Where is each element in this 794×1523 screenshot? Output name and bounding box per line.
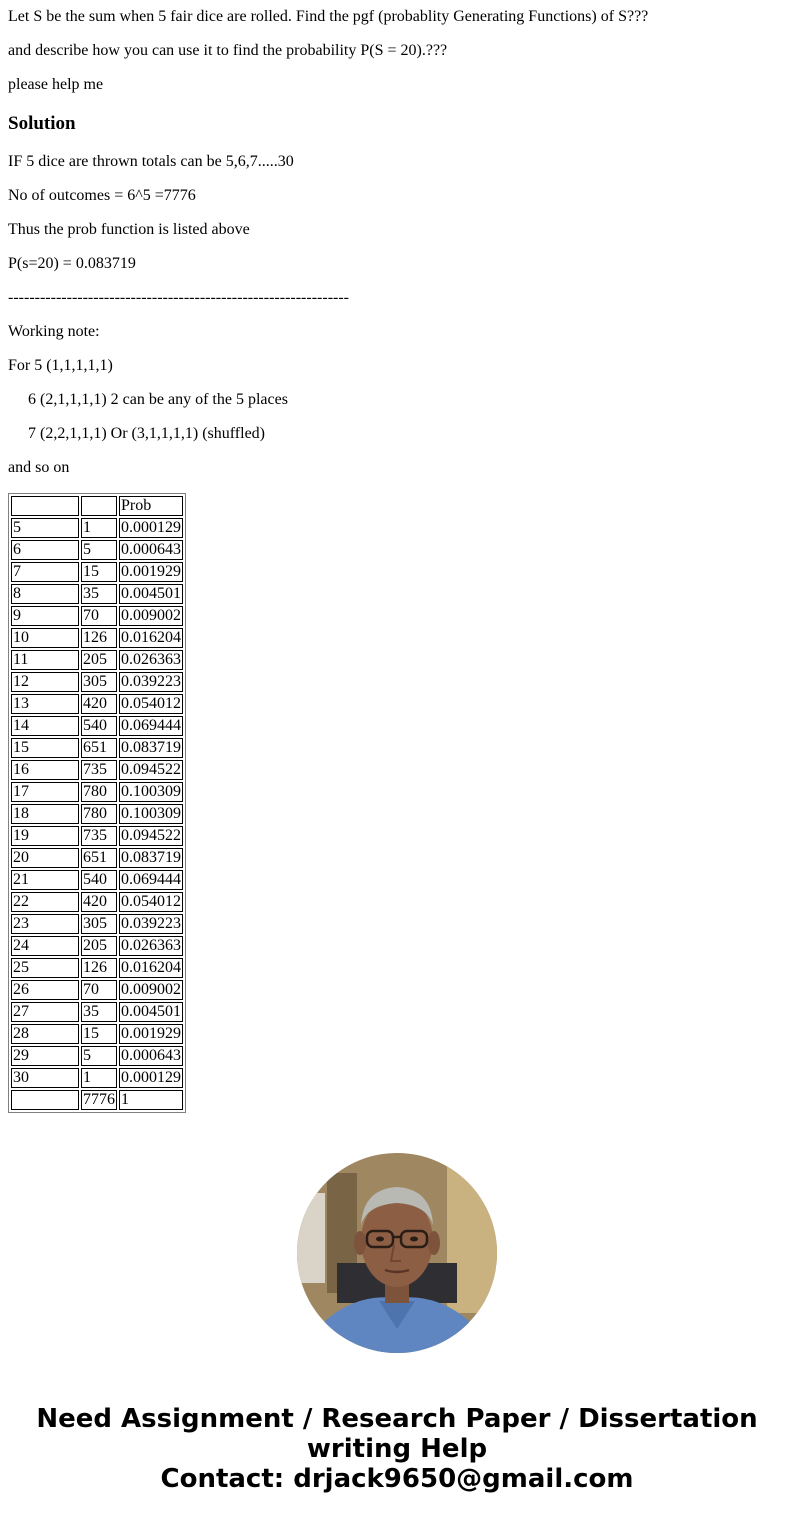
divider-line: ---------------------------------------------------------------- (8, 289, 349, 306)
table-cell: 780 (81, 782, 117, 802)
table-row (11, 606, 183, 626)
table-cell: 15 (11, 738, 79, 758)
table-cell: 0.001929 (121, 563, 181, 580)
table-cell: 0.004501 (121, 585, 181, 602)
table-cell: 0.000643 (121, 1047, 181, 1064)
table-row (11, 716, 183, 736)
table-cell: 0.100309 (121, 805, 181, 822)
table-row (11, 518, 183, 538)
table-cell: 15 (81, 562, 117, 582)
question-line-1: Let S be the sum when 5 fair dice are rolled. Find the pgf (probablity Generating Functions) of S??? (8, 8, 649, 25)
table-cell: 1 (81, 518, 117, 538)
table-cell: 18 (11, 804, 79, 824)
table-cell: 0.094522 (121, 761, 181, 778)
table-cell: 305 (81, 672, 117, 692)
table-cell: 0.000129 (121, 1069, 181, 1086)
table-cell: 21 (11, 870, 79, 890)
table-cell: 19 (11, 826, 79, 846)
table-cell: 22 (11, 892, 79, 912)
table-cell: 1 (81, 1068, 117, 1088)
table-row (11, 892, 183, 912)
table-cell: 651 (81, 738, 117, 758)
probability-table (8, 493, 186, 1113)
solution-line: P(s=20) = 0.083719 (8, 255, 136, 272)
table-cell: 35 (81, 584, 117, 604)
table-row (11, 1002, 183, 1022)
table-cell: 7 (11, 562, 79, 582)
table-cell: 26 (11, 980, 79, 1000)
table-cell: 0.026363 (121, 651, 181, 668)
table-total-cell: 1 (119, 1090, 183, 1110)
solution-line: No of outcomes = 6^5 =7776 (8, 187, 196, 204)
table-header-cell (11, 496, 79, 516)
table-row (11, 870, 183, 890)
table-cell: 6 (11, 540, 79, 560)
table-row (11, 826, 183, 846)
table-cell: 420 (81, 892, 117, 912)
table-cell: 735 (81, 826, 117, 846)
table-cell: 0.004501 (121, 1003, 181, 1020)
avatar (297, 1153, 497, 1353)
footer-contact: Contact: drjack9650@gmail.com (160, 1464, 634, 1494)
table-cell: 16 (11, 760, 79, 780)
table-cell: 5 (81, 540, 117, 560)
table-header-cell (81, 496, 117, 516)
person-photo-icon (297, 1153, 497, 1353)
question-line-3: please help me (8, 76, 104, 93)
table-cell: 0.100309 (121, 783, 181, 800)
table-row (11, 958, 183, 978)
table-row (11, 540, 183, 560)
table-row (11, 1068, 183, 1088)
table-cell: 70 (81, 606, 117, 626)
table-cell: 651 (81, 848, 117, 868)
table-header-cell: Prob (119, 496, 183, 516)
table-row (11, 760, 183, 780)
table-row (11, 936, 183, 956)
table-cell: 8 (11, 584, 79, 604)
solution-line: 7 (2,2,1,1,1) Or (3,1,1,1,1) (shuffled) (28, 425, 265, 442)
table-cell: 0.054012 (121, 893, 181, 910)
table-cell: 0.069444 (121, 717, 181, 734)
table-cell: 0.069444 (121, 871, 181, 888)
table-cell: 0.009002 (121, 981, 181, 998)
footer-line-2: writing Help (306, 1434, 488, 1464)
table-cell: 30 (11, 1068, 79, 1088)
table-cell: 0.039223 (121, 673, 181, 690)
table-row (11, 1024, 183, 1044)
solution-line: Working note: (8, 323, 100, 340)
table-cell: 24 (11, 936, 79, 956)
table-cell: 5 (81, 1046, 117, 1066)
table-cell: 12 (11, 672, 79, 692)
table-row (11, 672, 183, 692)
table-cell: 0.083719 (121, 849, 181, 866)
table-cell: 15 (81, 1024, 117, 1044)
table-row (11, 694, 183, 714)
table-total-cell (11, 1090, 79, 1110)
table-cell: 11 (11, 650, 79, 670)
table-cell: 23 (11, 914, 79, 934)
table-row (11, 782, 183, 802)
table-cell: 0.000643 (121, 541, 181, 558)
question-line-2: and describe how you can use it to find the probability P(S = 20).??? (8, 42, 448, 59)
table-cell: 0.026363 (121, 937, 181, 954)
table-cell: 27 (11, 1002, 79, 1022)
footer-banner (0, 1404, 794, 1494)
table-cell: 540 (81, 870, 117, 890)
table-cell: 205 (81, 936, 117, 956)
table-cell: 28 (11, 1024, 79, 1044)
table-cell: 29 (11, 1046, 79, 1066)
table-total-row (11, 1090, 183, 1110)
solution-line: IF 5 dice are thrown totals can be 5,6,7.....30 (8, 153, 294, 170)
table-cell: 25 (11, 958, 79, 978)
table-cell: 70 (81, 980, 117, 1000)
solution-line: For 5 (1,1,1,1,1) (8, 357, 113, 374)
table-cell: 10 (11, 628, 79, 648)
table-cell: 540 (81, 716, 117, 736)
table-row (11, 848, 183, 868)
table-cell: 305 (81, 914, 117, 934)
table-cell: 5 (11, 518, 79, 538)
table-total-cell: 7776 (83, 1091, 115, 1108)
table-cell: 17 (11, 782, 79, 802)
solution-heading: Solution (8, 113, 76, 134)
table-cell: 780 (81, 804, 117, 824)
table-row (11, 1046, 183, 1066)
table-cell: 205 (81, 650, 117, 670)
table-cell: 126 (81, 628, 117, 648)
table-row (11, 650, 183, 670)
table-cell: 0.094522 (121, 827, 181, 844)
table-cell: 420 (81, 694, 117, 714)
solution-line: Thus the prob function is listed above (8, 221, 250, 238)
footer-line-1: Need Assignment / Research Paper / Dissertation (36, 1404, 758, 1434)
table-cell: 0.016204 (121, 959, 181, 976)
table-cell: 0.054012 (121, 695, 181, 712)
solution-line: 6 (2,1,1,1,1) 2 can be any of the 5 places (28, 391, 288, 408)
table-cell: 0.016204 (121, 629, 181, 646)
table-row (11, 628, 183, 648)
table-cell: 735 (81, 760, 117, 780)
table-cell: 0.039223 (121, 915, 181, 932)
table-cell: 13 (11, 694, 79, 714)
table-cell: 9 (11, 606, 79, 626)
solution-line: and so on (8, 459, 70, 476)
table-header-row (11, 496, 183, 516)
table-row (11, 584, 183, 604)
table-cell: 14 (11, 716, 79, 736)
table-cell: 35 (81, 1002, 117, 1022)
table-cell: 0.009002 (121, 607, 181, 624)
table-row (11, 738, 183, 758)
table-cell: 0.001929 (121, 1025, 181, 1042)
table-cell: 126 (81, 958, 117, 978)
table-row (11, 914, 183, 934)
table-row (11, 804, 183, 824)
table-cell: 20 (11, 848, 79, 868)
table-cell: 0.000129 (121, 519, 181, 536)
table-row (11, 562, 183, 582)
table-row (11, 980, 183, 1000)
table-cell: 0.083719 (121, 739, 181, 756)
